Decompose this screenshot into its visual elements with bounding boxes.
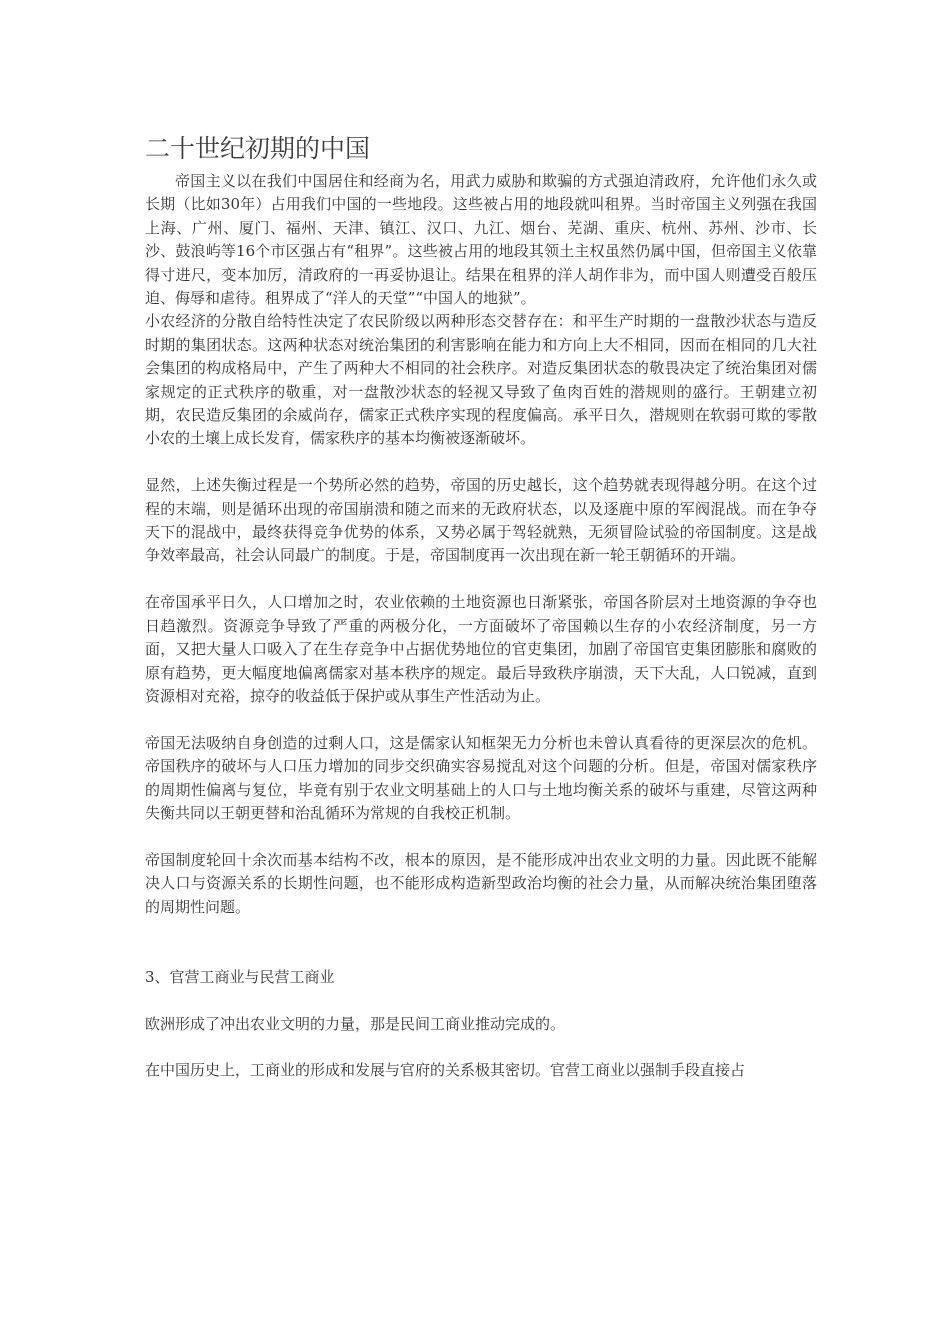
paragraph-peasant-economy: 小农经济的分散自给特性决定了农民阶级以两种形态交替存在：和平生产时期的一盘散沙状态与造反时期的集团状态。这两种状态对统治集团的利害影响在能力和方向上大不相同，因而在相同的几大社会集团的构成格局中，产生了两种大不相同的社会秩序。对造反集团状态的敬畏决定了统治集团对儒家规定的正式秩序的敬重，对一盘散沙状态的轻视又导致了鱼肉百姓的潜规则的盛行。王朝建立初期，农民造反集团的余威尚存，儒家正式秩序实现的程度偏高。承平日久，潜规则在软弱可欺的零散小农的土壤上成长发育，儒家秩序的基本均衡被逐渐破坏。 <box>145 312 817 448</box>
paragraph-spacer <box>145 825 817 848</box>
paragraph-spacer <box>145 568 817 591</box>
paragraph-commerce-history: 在中国历史上，工商业的形成和发展与官府的关系极其密切。官营工商业以强制手段直接占 <box>145 1061 746 1080</box>
paragraph-empire-cycles: 帝国制度轮回十余次而基本结构不改，根本的原因，是不能形成冲出农业文明的力量。因此既不能解决人口与资源关系的长期性问题，也不能形成构造新型政治均衡的社会力量，从而解决统治集团堕落的周期性问题。 <box>145 850 817 916</box>
section-spacer <box>145 919 817 966</box>
document-page <box>145 132 817 1083</box>
paragraph-spacer <box>145 451 817 474</box>
paragraph-europe: 欧洲形成了冲出农业文明的力量，那是民间工商业推动完成的。 <box>145 1014 566 1033</box>
paragraph-land-resources: 在帝国承平日久，人口增加之时，农业依赖的土地资源也日渐紧张，帝国各阶层对土地资源的争夺也日趋激烈。资源竞争导致了严重的两极分化，一方面破坏了帝国赖以生存的小农经济制度，另一方面，又把大量人口吸入了在生存竞争中占据优势地位的官吏集团，加剧了帝国官吏集团膨胀和腐败的原有趋势，更大幅度地偏离儒家对基本秩序的规定。最后导致秩序崩溃，天下大乱，人口锐减，直到资源相对充裕，掠夺的收益低于保护或从事生产性活动为止。 <box>145 593 817 705</box>
section-heading: 3、官营工商业与民营工商业 <box>145 967 335 986</box>
paragraph-imbalance-trend: 显然，上述失衡过程是一个势所必然的趋势，帝国的历史越长，这个趋势就表现得越分明。在这个过程的末端，则是循环出现的帝国崩溃和随之而来的无政府状态，以及逐鹿中原的军阀混战。而在争夺天下的混战中，最终获得竞争优势的体系，又势必属于驾轻就熟，无须冒险试验的帝国制度。这是战争效率最高，社会认同最广的制度。于是，帝国制度再一次出现在新一轮王朝循环的开端。 <box>145 476 817 565</box>
paragraph-spacer <box>145 1036 817 1059</box>
paragraph-spacer <box>145 989 817 1012</box>
paragraph-surplus-population: 帝国无法吸纳自身创造的过剩人口，这是儒家认知框架无力分析也未曾认真看待的更深层次的危机。帝国秩序的破坏与人口压力增加的同步交织确实容易搅乱对这个问题的分析。但是，帝国对儒家秩序的周期性偏离与复位，毕竟有别于农业文明基础上的人口与土地均衡关系的破坏与重建，尽管这两种失衡共同以王朝更替和治乱循环为常规的自我校正机制。 <box>145 733 817 822</box>
paragraph-concessions: 帝国主义以在我们中国居住和经商为名，用武力威胁和欺骗的方式强迫清政府，允许他们永久或长期（比如30年）占用我们中国的一些地段。这些被占用的地段就叫租界。当时帝国主义列强在我国上海、广州、厦门、福州、天津、镇江、汉口、九江、烟台、芜湖、重庆、杭州、苏州、沙市、长沙、鼓浪屿等16个市区强占有“租界”。这些被占用的地段其领土主权虽然仍属中国，但帝国主义依靠得寸进尺，变本加厉，清政府的一再妥协退让。结果在租界的洋人胡作非为，而中国人则遭受百般压迫、侮辱和虐待。租界成了“洋人的天堂”“中国人的地狱”。 <box>145 172 817 308</box>
paragraph-spacer <box>145 708 817 731</box>
document-title: 二十世纪初期的中国 <box>145 134 371 163</box>
